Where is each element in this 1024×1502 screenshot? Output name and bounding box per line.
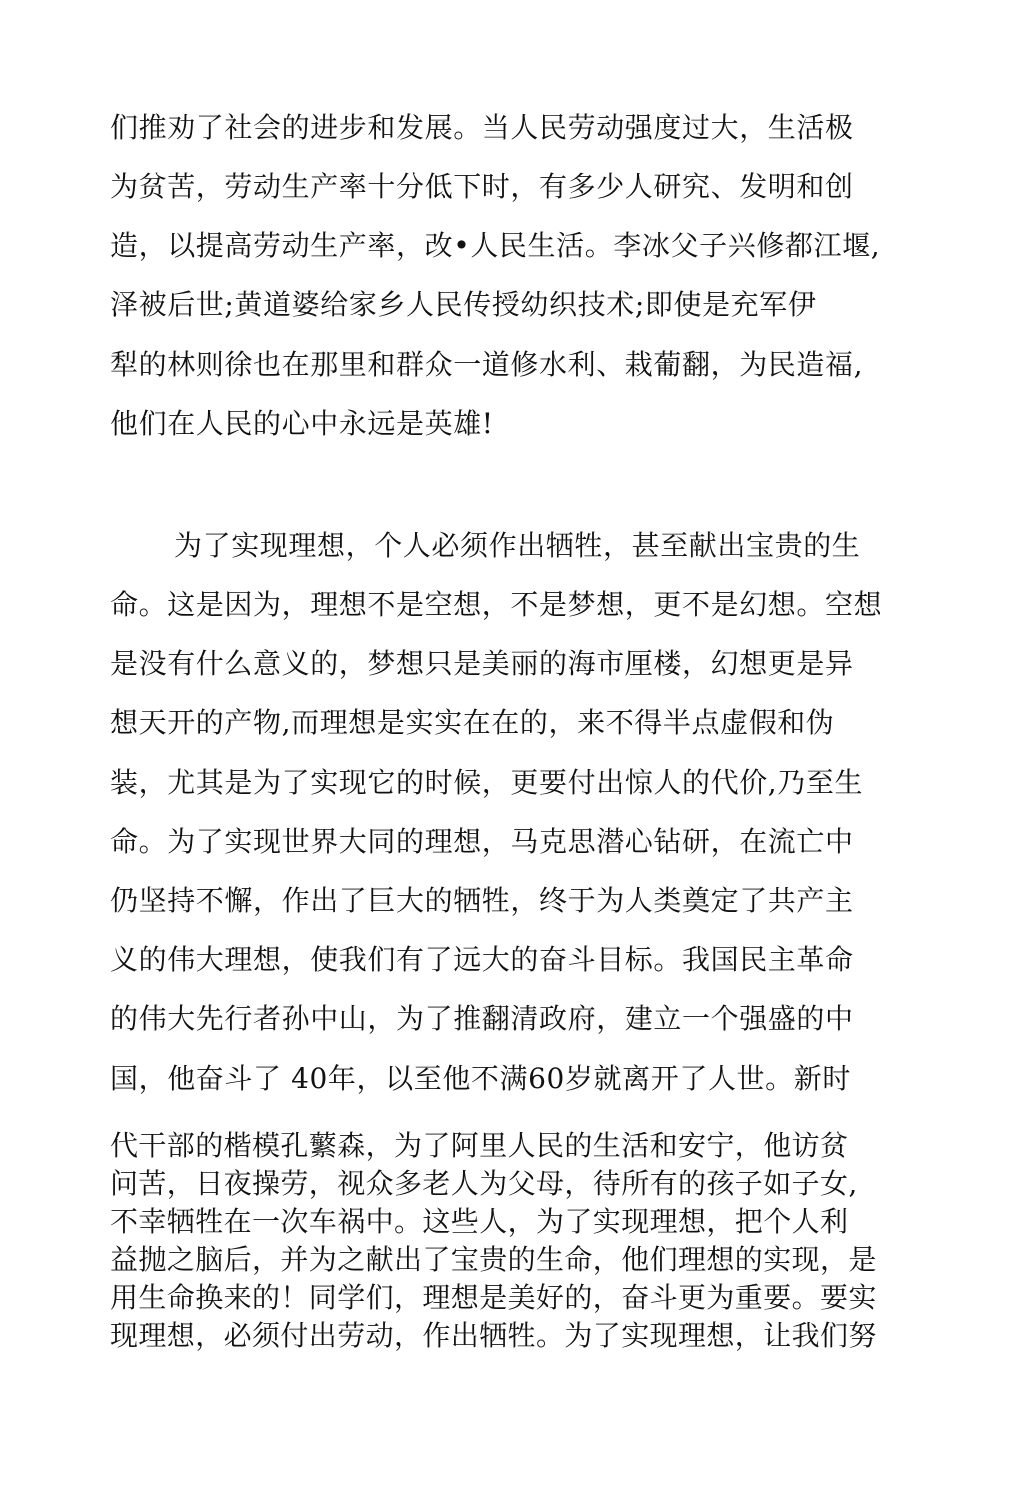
text-line: 义的伟大理想，使我们有了远大的奋斗目标。我国民主革命 — [110, 943, 854, 976]
text-line: 他们在人民的心中永远是英雄! — [110, 407, 494, 440]
text-line: 代干部的楷模孔蘩森，为了阿里人民的生活和安宁，他访贫 — [110, 1129, 849, 1162]
text-line: 犁的林则徐也在那里和群众一道修水利、栽葡翻，为民造福, — [110, 348, 864, 381]
text-line: 仍坚持不懈，作出了巨大的牺牲，终于为人类奠定了共产主 — [110, 884, 854, 917]
text-line: 问苦，日夜操劳，视众多老人为父母，待所有的孩子如子女, — [110, 1167, 858, 1200]
text-line: 装，尤其是为了实现它的时候，更要付出惊人的代价,乃至生 — [110, 766, 864, 799]
text-line: 们推劝了社会的进步和发展。当人民劳动强度过大，生活极 — [110, 111, 854, 144]
text-line: 命。这是因为，理想不是空想，不是梦想，更不是幻想。空想 — [110, 588, 883, 621]
text-line: 现理想，必须付出劳动，作出牺牲。为了实现理想，让我们努 — [110, 1319, 877, 1352]
text-line: 国，他奋斗了 40年，以至他不满60岁就离开了人世。新时 — [110, 1062, 851, 1095]
text-line: 想天开的产物,而理想是实实在在的，来不得半点虚假和伪 — [110, 706, 835, 739]
text-line: 为了实现理想，个人必须作出牺牲，甚至献出宝贵的生 — [174, 529, 861, 562]
text-line: 不幸牺牲在一次车祸中。这些人，为了实现理想，把个人利 — [110, 1205, 849, 1238]
text-line: 用生命换来的！同学们，理想是美好的，奋斗更为重要。要实 — [110, 1281, 877, 1314]
text-line: 泽被后世;黄道婆给家乡人民传授幼织技术;即使是充军伊 — [110, 288, 817, 321]
text-line: 为贫苦，劳动生产率十分低下时，有多少人研究、发明和创 — [110, 170, 854, 203]
text-line: 命。为了实现世界大同的理想，马克思潜心钻研，在流亡中 — [110, 825, 854, 858]
text-line: 是没有什么意义的，梦想只是美丽的海市厘楼，幻想更是异 — [110, 647, 854, 680]
text-line: 的伟大先行者孙中山，为了推翻清政府，建立一个强盛的中 — [110, 1002, 854, 1035]
text-line: 造，以提高劳动生产率，改•人民生活。李冰父子兴修都江堰, — [110, 229, 881, 262]
text-line: 益抛之脑后，并为之献出了宝贵的生命，他们理想的实现，是 — [110, 1243, 877, 1276]
